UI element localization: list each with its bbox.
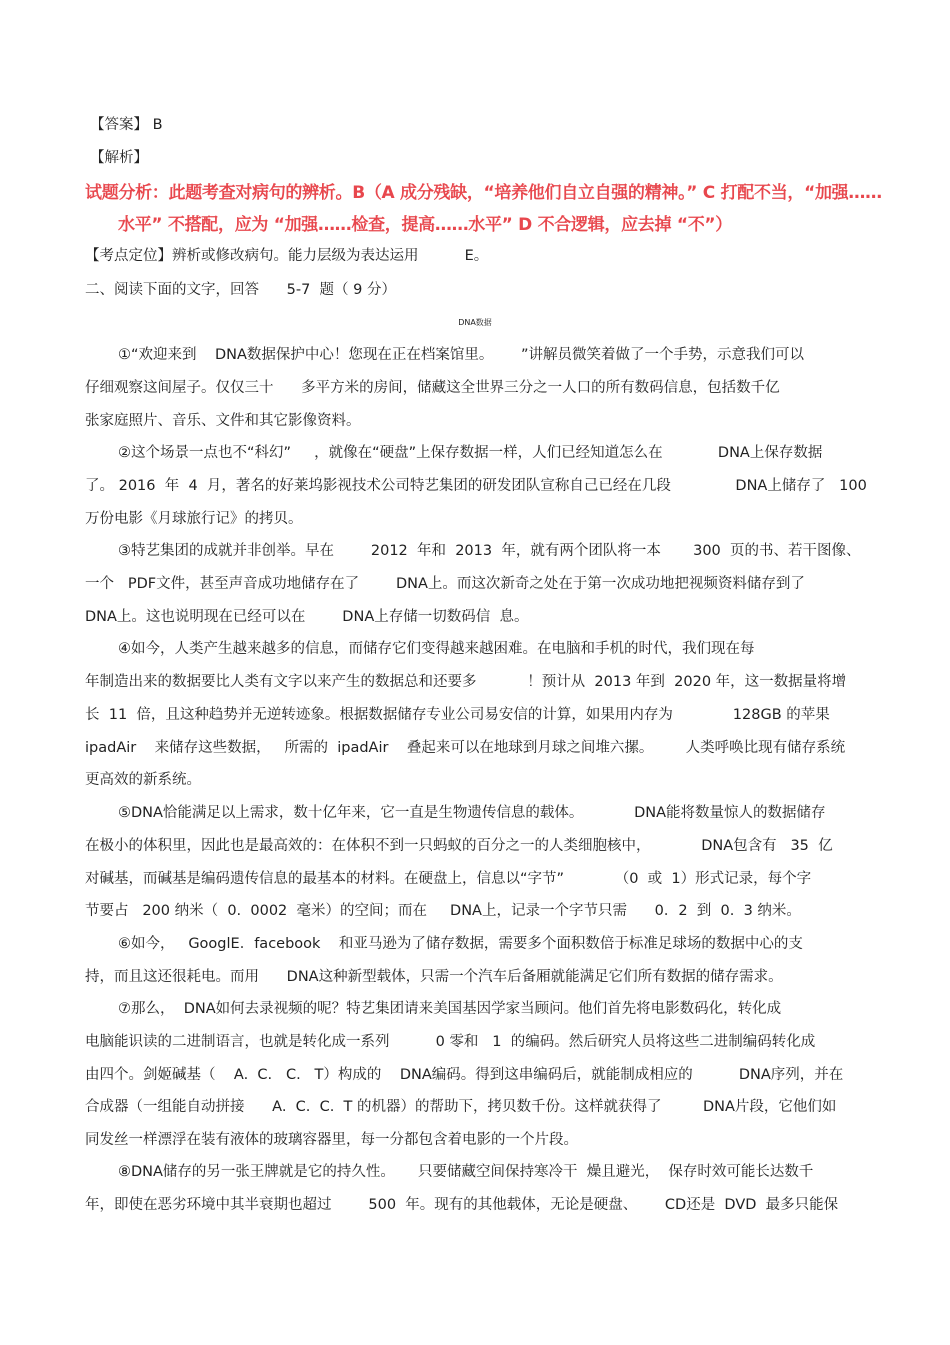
paragraph-line: 一个 PDF文件，甚至声音成功地储存在了 DNA上。而这次新奇之处在于第一次成功地把视频资料储存到了: [85, 576, 805, 592]
paragraph-line: 了。 2016 年 4 月，著名的好莱坞影视技术公司特艺集团的研发团队宣称自己已经在几段 DNA上储存了 100: [85, 478, 867, 494]
paragraph-line: ④如今，人类产生越来越多的信息，而储存它们变得越来越困难。在电脑和手机的时代，我们现在每: [118, 641, 755, 657]
paragraph-line: 持，而且这还很耗电。而用 DNA这种新型载体，只需一个汽车后备厢就能满足它们所有数据的储存需求。: [85, 969, 783, 985]
paragraph-line: 年制造出来的数据要比人类有文字以来产生的数据总和还要多 ！预计从 2013 年到 2020 年，这一数据量将增: [85, 674, 847, 690]
paragraph-line: 合成器（一组能自动拼接 A. C. C. T 的机器）的帮助下，拷贝数千份。这样就获得了 DNA片段，它他们如: [85, 1099, 837, 1115]
paragraph-line: ⑦那么， DNA如何去录视频的呢？特艺集团请来美国基因学家当顾问。他们首先将电影数码化，转化成: [118, 1001, 782, 1017]
paragraph-line: ⑤DNA恰能满足以上需求，数十亿年来，它一直是生物遗传信息的载体。 DNA能将数量惊人的数据储存: [118, 805, 826, 821]
paragraph-line: ipadAir 来储存这些数据， 所需的 ipadAir 叠起来可以在地球到月球之间堆六摞。 人类呼唤比现有储存系统: [85, 740, 846, 756]
paragraph-line: ②这个场景一点也不“科幻” ，就像在“硬盘”上保存数据一样，人们已经知道怎么在 DNA上保存数据: [118, 445, 823, 461]
paragraph-line: DNA上。这也说明现在已经可以在 DNA上存储一切数码信 息。: [85, 609, 529, 625]
paragraph-line: ①“欢迎来到 DNA数据保护中心！您现在正在档案馆里。 ”讲解员微笑着做了一个手势，示意我们可以: [118, 347, 805, 363]
paragraph-line: ⑧DNA储存的另一张王牌就是它的持久性。 只要储藏空间保持寒冷干 燥且避光， 保存时效可能长达数千: [118, 1164, 814, 1180]
paragraph-line: 节要占 200 纳米（ 0. 0002 毫米）的空间；而在 DNA上，记录一个字节只需 0．2 到 0. 3 纳米。: [85, 903, 801, 919]
paragraph-line: ③特艺集团的成就并非创举。早在 2012 年和 2013 年，就有两个团队将一本 300 页的书、若干图像、: [118, 543, 861, 559]
section-title: 二、阅读下面的文字，回答 5-7 题（ 9 分）: [85, 282, 396, 298]
paragraph-line: 由四个。剑姬碱基（ A. C. C. T）构成的 DNA编码。得到这串编码后，就能制成相应的 DNA序列，并在: [85, 1067, 844, 1083]
paragraph-line: 年，即使在恶劣环境中其半衰期也超过 500 年。现有的其他载体，无论是硬盘、 CD还是 DVD 最多只能保: [85, 1197, 839, 1213]
paragraph-line: 在极小的体积里，因此也是最高效的：在体积不到一只蚂蚁的百分之一的人类细胞核中， DNA包含有 35 亿: [85, 838, 833, 854]
paragraph-line: 长 11 倍，且这种趋势并无逆转迹象。根据数据储存专业公司易安信的计算，如果用内存为 128GB 的苹果: [85, 707, 830, 723]
paragraph-line: 同发丝一样漂浮在装有液体的玻璃容器里，每一分都包含着电影的一个片段。: [85, 1132, 578, 1148]
answer-line: 【答案】 B: [90, 117, 163, 133]
paragraph-line: ⑥如今， GooglE．facebook 和亚马逊为了储存数据，需要多个面积数倍于标准足球场的数据中心的支: [118, 936, 803, 952]
paragraph-line: 对碱基，而碱基是编码遗传信息的最基本的材料。在硬盘上，信息以“字节” （0 或 1）形式记录，每个字: [85, 871, 812, 887]
paragraph-line: 电脑能识读的二进制语言，也就是转化成一系列 0 零和 1 的编码。然后研究人员将这些二进制编码转化成: [85, 1034, 816, 1050]
analysis-red-line-2: 水平” 不搭配，应为 “加强……检查，提高……水平” D 不合逻辑，应去掉 “不”）: [118, 215, 732, 235]
paragraph-line: 仔细观察这间屋子。仅仅三十 多平方米的房间，储藏这全世界三分之一人口的所有数码信息，包括数千亿: [85, 380, 780, 396]
paragraph-line: 万份电影《月球旅行记》的拷贝。: [85, 511, 303, 527]
analysis-heading: 【解析】: [90, 150, 148, 166]
paragraph-line: 张家庭照片、音乐、文件和其它影像资料。: [85, 413, 361, 429]
key-point-line: 【考点定位】辨析或修改病句。能力层级为表达运用 E。: [85, 248, 489, 264]
paragraph-line: 更高效的新系统。: [85, 772, 201, 788]
article-title: DNA数据: [458, 318, 492, 327]
analysis-red-line-1: 试题分析：此题考查对病句的辨析。B（A 成分残缺，“培养他们自立自强的精神。” C 打配不当，“加强……: [85, 183, 882, 203]
